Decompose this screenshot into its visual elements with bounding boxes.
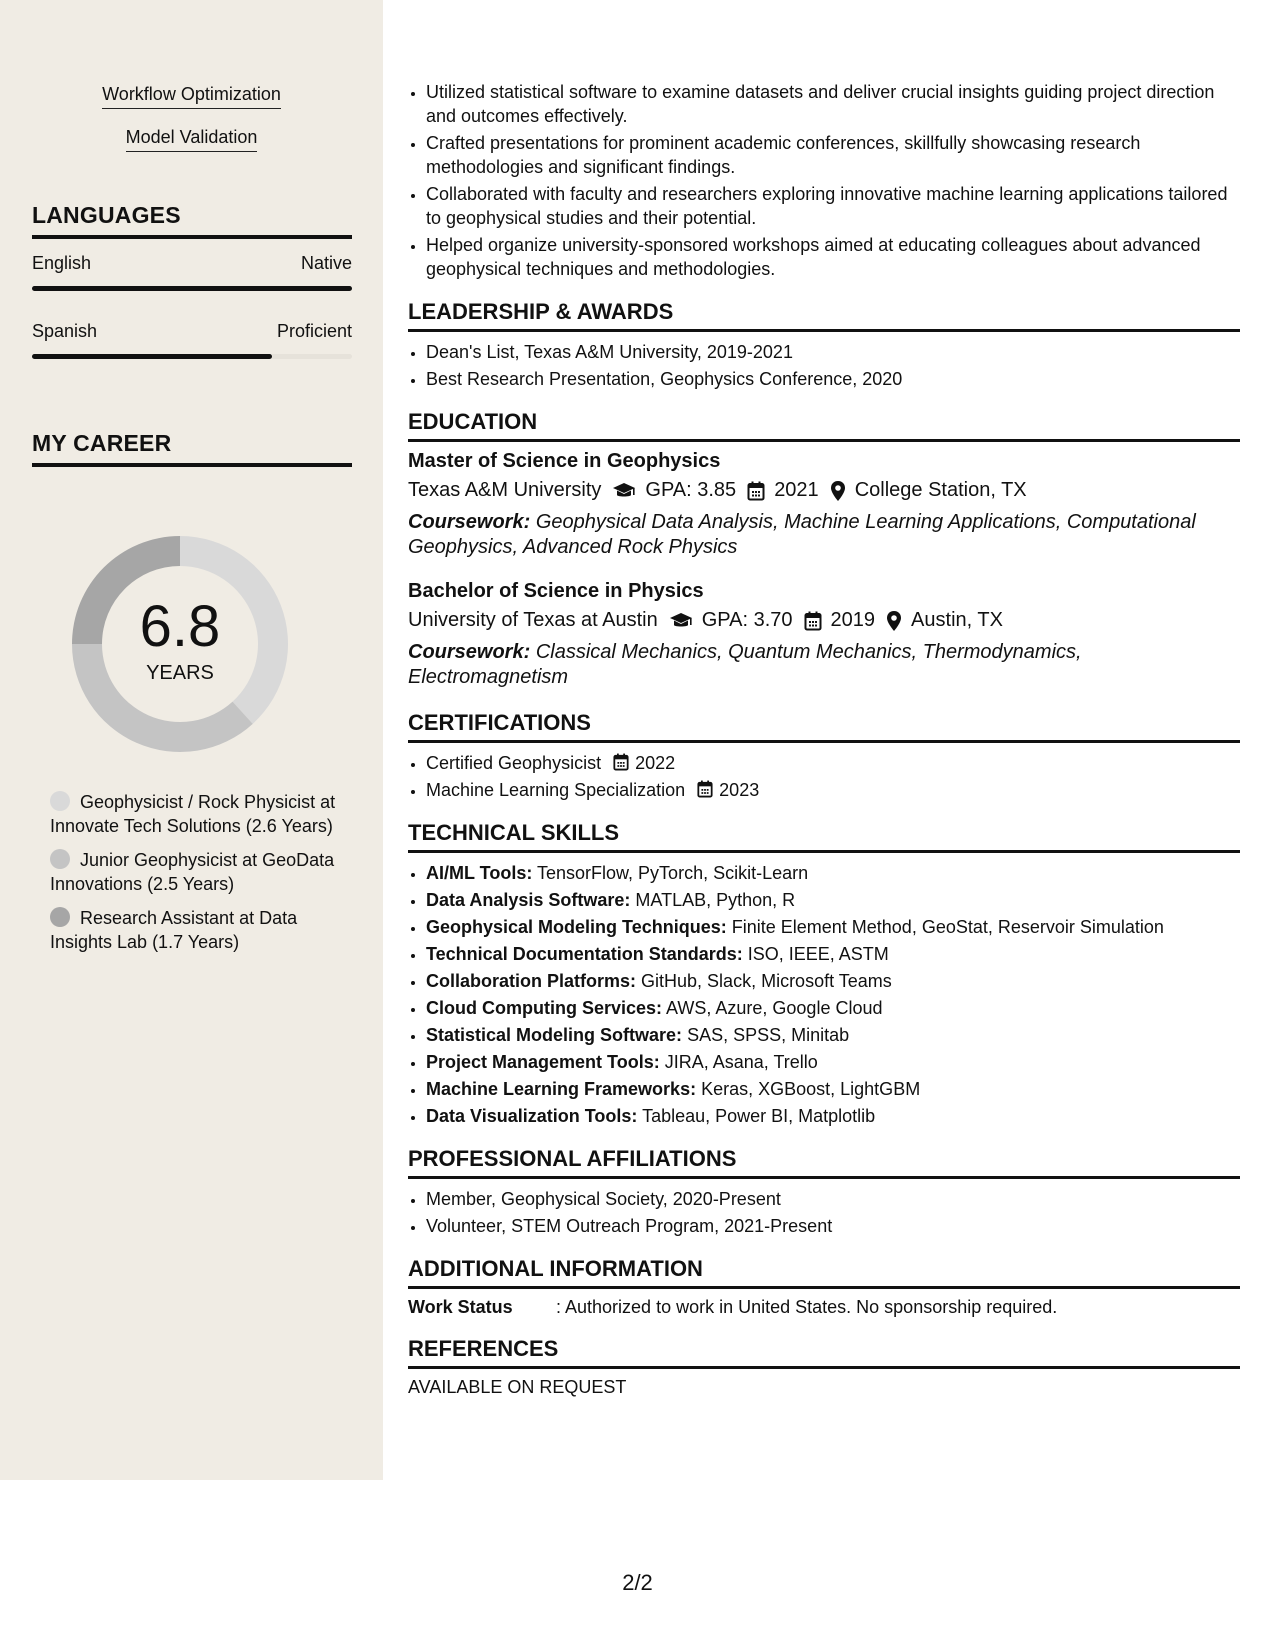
certifications-heading: CERTIFICATIONS — [408, 710, 1240, 743]
list-item: • Crafted presentations for prominent academic conferences, skillfully showcasing research methodologies and significant findings. — [426, 131, 1240, 179]
certification-name: Machine Learning Specialization — [426, 780, 686, 800]
location-pin-icon — [830, 480, 846, 502]
education-meta — [408, 479, 1240, 502]
leadership-list — [408, 340, 1240, 391]
references-text: AVAILABLE ON REQUEST — [408, 1377, 627, 1397]
work-status-label: Work Status — [408, 1297, 513, 1317]
list-item: • Helped organize university-sponsored workshops aimed at educating colleagues about advanced geophysical techniques and methodologies. — [426, 233, 1240, 281]
skill-item — [426, 1050, 1240, 1074]
technical-skills-heading: TECHNICAL SKILLS — [408, 820, 1240, 853]
skill-label: Data Analysis Software: — [426, 890, 631, 910]
languages-section — [32, 202, 352, 359]
skill-item — [426, 1077, 1240, 1101]
school-location: College Station, TX — [854, 479, 1027, 501]
certification-item — [426, 778, 1240, 802]
certification-year: 2023 — [719, 780, 760, 800]
skill-item — [426, 942, 1240, 966]
certification-item — [426, 751, 1240, 775]
list-item: • Member, Geophysical Society, 2020-Present — [426, 1187, 1240, 1211]
graduation-year: 2019 — [830, 609, 876, 631]
school-name: University of Texas at Austin — [408, 609, 658, 631]
career-legend-item — [50, 790, 340, 838]
career-total-unit: YEARS — [146, 661, 214, 684]
skill-tag: Workflow Optimization — [102, 84, 281, 109]
technical-skills-list — [408, 861, 1240, 1128]
experience-bullets — [408, 80, 1240, 281]
degree-title: Bachelor of Science in Physics — [408, 580, 704, 602]
skill-item — [426, 888, 1240, 912]
legend-dot — [50, 849, 70, 869]
skill-item — [426, 1023, 1240, 1047]
education-entry — [408, 580, 1240, 690]
leadership-heading: LEADERSHIP & AWARDS — [408, 299, 1240, 332]
skill-label: AI/ML Tools: — [426, 863, 533, 883]
list-item: • Best Research Presentation, Geophysics Conference, 2020 — [426, 367, 1240, 391]
skill-value: Keras, XGBoost, LightGBM — [701, 1079, 921, 1099]
skill-label: Machine Learning Frameworks: — [426, 1079, 697, 1099]
references-heading: REFERENCES — [408, 1336, 1240, 1369]
skill-tag: Model Validation — [126, 127, 258, 152]
gpa: GPA: 3.85 — [645, 479, 737, 501]
degree-title: Master of Science in Geophysics — [408, 450, 721, 472]
location-pin-icon — [886, 610, 902, 632]
career-legend-item — [50, 906, 340, 954]
calendar-icon — [747, 481, 765, 501]
graduation-cap-icon — [612, 481, 636, 501]
language-proficiency-bar — [32, 286, 352, 291]
coursework — [408, 640, 1240, 690]
skill-item — [426, 1104, 1240, 1128]
language-row — [32, 321, 352, 342]
affiliations-heading: PROFESSIONAL AFFILIATIONS — [408, 1146, 1240, 1179]
skill-label: Geophysical Modeling Techniques: — [426, 917, 727, 937]
coursework-label: Coursework: — [408, 511, 531, 533]
calendar-icon — [613, 753, 629, 771]
education-meta — [408, 609, 1240, 632]
list-item: • Collaborated with faculty and researchers exploring innovative machine learning applications tailored to geophysical studies and their potential. — [426, 182, 1240, 230]
skill-value: GitHub, Slack, Microsoft Teams — [641, 971, 892, 991]
certification-year: 2022 — [635, 753, 676, 773]
skill-label: Collaboration Platforms: — [426, 971, 637, 991]
donut-center — [64, 528, 296, 760]
career-heading: MY CAREER — [32, 430, 352, 467]
skill-value: TensorFlow, PyTorch, Scikit-Learn — [537, 863, 809, 883]
career-legend-label: Research Assistant at Data Insights Lab (1.7 Years) — [50, 908, 298, 952]
skill-label: Cloud Computing Services: — [426, 998, 663, 1018]
career-donut-chart — [64, 528, 296, 760]
affiliations-list — [408, 1187, 1240, 1238]
career-legend-item — [50, 848, 340, 896]
list-item: • Dean's List, Texas A&M University, 2019-2021 — [426, 340, 1240, 364]
skill-label: Data Visualization Tools: — [426, 1106, 638, 1126]
legend-dot — [50, 907, 70, 927]
skill-value: Tableau, Power BI, Matplotlib — [642, 1106, 876, 1126]
coursework-label: Coursework: — [408, 641, 531, 663]
skill-value: MATLAB, Python, R — [635, 890, 796, 910]
language-level: Proficient — [276, 321, 352, 341]
calendar-icon — [804, 611, 822, 631]
coursework-list: Geophysical Data Analysis, Machine Learning Applications, Computational Geophysics, Advanced Rock Physics — [408, 511, 1196, 558]
skill-item — [426, 996, 1240, 1020]
work-status-value: : Authorized to work in United States. No sponsorship required. — [556, 1297, 1058, 1317]
list-item: • Volunteer, STEM Outreach Program, 2021-Present — [426, 1214, 1240, 1238]
skill-item — [426, 969, 1240, 993]
graduation-cap-icon — [669, 611, 693, 631]
coursework-list: Classical Mechanics, Quantum Mechanics, Thermodynamics, Electromagnetism — [408, 641, 1082, 688]
skill-item — [426, 915, 1240, 939]
language-proficiency-fill — [32, 286, 352, 291]
career-total-years: 6.8 — [139, 593, 221, 659]
list-item: • Utilized statistical software to examine datasets and deliver crucial insights guiding project direction and outcomes effectively. — [426, 80, 1240, 128]
work-status-row — [408, 1297, 1240, 1318]
career-legend — [50, 790, 340, 964]
school-name: Texas A&M University — [408, 479, 602, 501]
skill-value: Finite Element Method, GeoStat, Reservoir Simulation — [731, 917, 1164, 937]
additional-info-heading: ADDITIONAL INFORMATION — [408, 1256, 1240, 1289]
certification-name: Certified Geophysicist — [426, 753, 602, 773]
page-number: 2/2 — [622, 1570, 653, 1595]
skill-value: AWS, Azure, Google Cloud — [666, 998, 883, 1018]
language-level: Native — [300, 253, 352, 273]
skill-label: Technical Documentation Standards: — [426, 944, 743, 964]
coursework — [408, 510, 1240, 560]
language-name: English — [32, 253, 92, 273]
sidebar — [0, 0, 383, 1480]
language-proficiency-fill — [32, 354, 272, 359]
calendar-icon — [697, 780, 713, 798]
certifications-list — [408, 751, 1240, 802]
main-content — [408, 80, 1240, 1398]
language-proficiency-bar — [32, 354, 352, 359]
skill-tags — [0, 84, 383, 170]
skill-value: SAS, SPSS, Minitab — [687, 1025, 850, 1045]
skill-label: Statistical Modeling Software: — [426, 1025, 683, 1045]
career-legend-label: Junior Geophysicist at GeoData Innovations (2.5 Years) — [50, 850, 335, 894]
legend-dot — [50, 791, 70, 811]
language-name: Spanish — [32, 321, 98, 341]
school-location: Austin, TX — [911, 609, 1003, 631]
education-entry — [408, 450, 1240, 560]
skill-value: ISO, IEEE, ASTM — [747, 944, 889, 964]
language-row — [32, 253, 352, 274]
languages-heading: LANGUAGES — [32, 202, 352, 239]
education-heading: EDUCATION — [408, 409, 1240, 442]
career-section — [32, 430, 352, 467]
graduation-year: 2021 — [774, 479, 819, 501]
skill-label: Project Management Tools: — [426, 1052, 660, 1072]
skill-item — [426, 861, 1240, 885]
career-legend-label: Geophysicist / Rock Physicist at Innovate Tech Solutions (2.6 Years) — [50, 792, 336, 836]
gpa: GPA: 3.70 — [701, 609, 793, 631]
skill-value: JIRA, Asana, Trello — [664, 1052, 818, 1072]
